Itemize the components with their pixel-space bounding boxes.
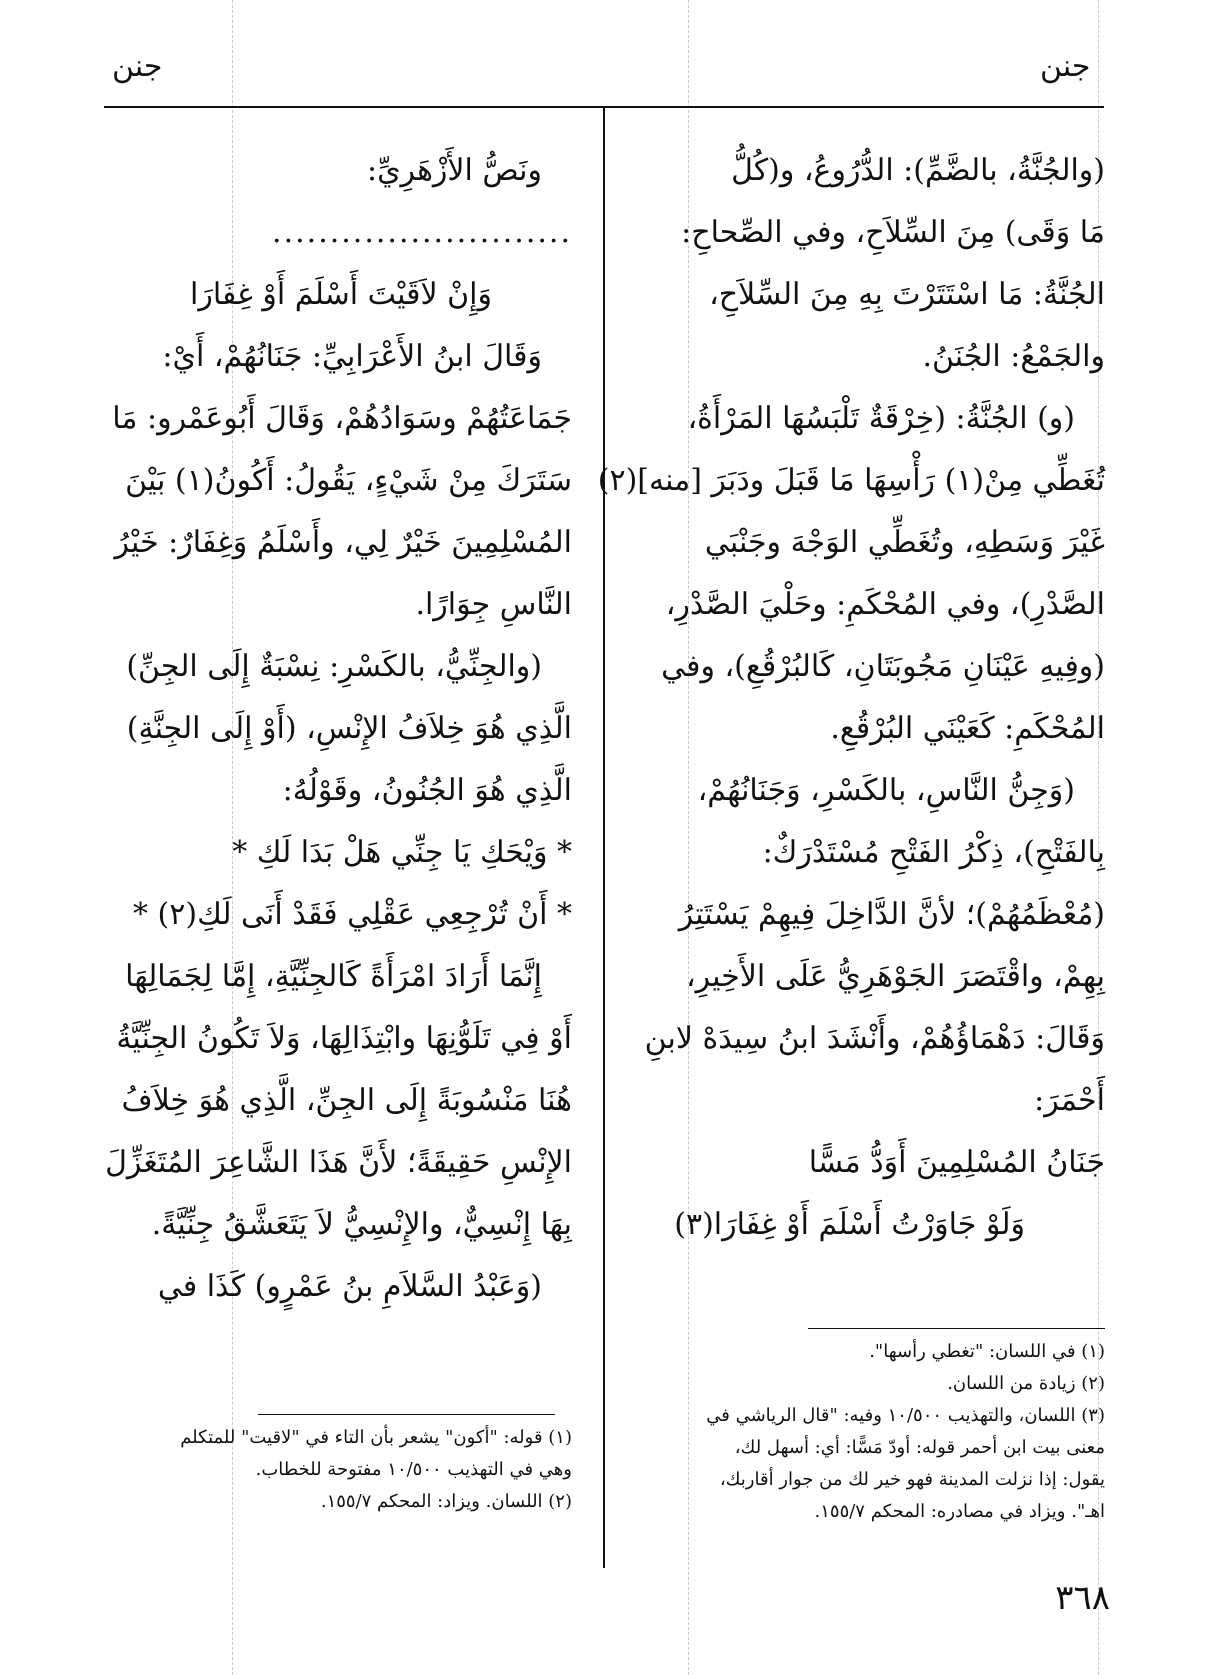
right-column	[597, 140, 1105, 1256]
text-line: المُسْلِمِينَ خَيْرٌ لِي، وأَسْلَمُ وَغِفَارٌ: خَيْرُ	[114, 525, 572, 560]
text-line: بِالفَتْحِ)، ذِكْرُ الفَتْحِ مُسْتَدْرَكٌ:	[762, 835, 1105, 870]
text-line: والجَمْعُ: الجُنَنُ.	[922, 339, 1105, 374]
footnote-line: اهـ". ويزاد في مصادره: المحكم ١٥٥/٧.	[814, 1501, 1105, 1522]
text-line: (وفِيهِ عَيْنَانِ مَجُوبَتَانِ، كَالبُرْقُعِ)، وفي	[661, 649, 1105, 684]
text-line: الَّذِي هُوَ الجُنُونُ، وقَوْلُهُ:	[282, 773, 572, 808]
text-line: غَيْرَ وَسَطِهِ، وتُغَطِّي الوَجْهَ وجَنْبَي	[704, 525, 1105, 560]
text-line: المُحْكَمِ: كَعَيْنَي البُرْقُعِ.	[830, 711, 1105, 746]
text-line: هُنَا مَنْسُوبَةً إِلَى الجِنِّ، الَّذِي هُوَ خِلاَفُ	[121, 1083, 572, 1118]
left-column	[105, 140, 572, 1318]
verse-line: وَإِنْ لاَقَيْتَ أَسْلَمَ أَوْ غِفَارَا	[190, 277, 492, 312]
verse-line: * أَنْ تُرْجِعِي عَقْلِي فَقَدْ أَنَى لَكِ(٢) *	[133, 897, 572, 932]
text-line: (مُعْظَمُهُمْ)؛ لأنَّ الدَّاخِلَ فِيهِمْ يَسْتَتِرُ	[678, 897, 1105, 932]
text-line: أَحْمَرَ:	[1034, 1083, 1105, 1118]
text-line: سَتَرَكَ مِنْ شَيْءٍ، يَقُولُ: أَكُونُ(١) بَيْنَ	[125, 463, 572, 498]
footnote-rule-right	[808, 1328, 1105, 1329]
footnote-line: يقول: إذا نزلت المدينة فهو خير لك من جوار أقاربك،	[719, 1469, 1105, 1490]
text-line: (وَعَبْدُ السَّلاَمِ بنُ عَمْرٍو) كَذَا في	[157, 1269, 542, 1304]
footnote-line: (١) قوله: "أكون" يشعر بأن التاء في "لاقيت" للمتكلم	[180, 1427, 572, 1448]
text-line: جَمَاعَتُهُمْ وسَوَادُهُمْ، وَقَالَ أَبُوعَمْرو: مَا	[112, 401, 572, 436]
page-number: ٣٦٨	[1055, 1578, 1110, 1618]
footnote-rule-left	[258, 1414, 555, 1415]
verse-line: وَلَوْ جَاوَرْتُ أَسْلَمَ أَوْ غِفَارَا(٣)	[674, 1207, 1025, 1242]
text-line: وَقَالَ ابنُ الأَعْرَابِيِّ: جَنَانُهُمْ، أَيْ:	[162, 339, 542, 374]
text-line: الصَّدْرِ)، وفي المُحْكَمِ: وحَلْيَ الصَّدْرِ،	[665, 587, 1105, 622]
running-header-right: جنن	[1040, 49, 1091, 84]
text-line: (و) الجُنَّةُ: (خِرْقَةٌ تَلْبَسُهَا المَرْأَةُ،	[687, 401, 1075, 436]
text-line: الجُنَّةُ: مَا اسْتَتَرْتَ بِهِ مِنَ السِّلاَحِ،	[709, 277, 1105, 312]
left-footnotes	[112, 1422, 572, 1518]
ellipsis-line: ..........................	[272, 215, 572, 250]
text-line: بِهِمْ، واقْتَصَرَ الجَوْهَرِيُّ عَلَى الأَخِيرِ،	[685, 959, 1105, 994]
footnote-line: (٢) زيادة من اللسان.	[947, 1373, 1105, 1394]
text-line: النَّاسِ جِوَارًا.	[415, 587, 572, 622]
footnote-line: معنى بيت ابن أحمر قوله: أودّ مَسًّا: أي: أسهل لك،	[734, 1437, 1105, 1458]
text-line: بِهَا إِنْسِيٌّ، والإِنْسِيُّ لاَ يَتَعَشَّقُ جِنِّيَّةً.	[151, 1207, 572, 1242]
column-divider	[603, 108, 605, 1568]
text-line: أَوْ فِي تَلَوُّنِهَا وابْتِذَالِهَا، وَلاَ تَكُونُ الجِنِّيَّةُ	[116, 1021, 572, 1056]
text-line: (والجِنِّيُّ، بالكَسْرِ: نِسْبَةٌ إِلَى الجِنِّ)	[126, 649, 542, 684]
text-line: (والجُنَّةُ، بالضَّمِّ): الدُّرُوعُ، و(كُلُّ	[731, 153, 1105, 188]
verse-line: جَنَانُ المُسْلِمِينَ أَوَدُّ مَسًّا	[808, 1145, 1105, 1180]
right-footnotes	[640, 1336, 1105, 1528]
text-line: الَّذِي هُوَ خِلاَفُ الإِنْسِ، (أَوْ إِلَى الجِنَّةِ)	[126, 711, 572, 746]
verse-line: * وَيْحَكِ يَا جِنِّي هَلْ بَدَا لَكِ *	[232, 835, 572, 870]
text-line: مَا وَقَى) مِنَ السِّلاَحِ، وفي الصِّحاحِ:	[681, 215, 1105, 250]
running-header-left: جنن	[112, 49, 163, 84]
text-line: إِنَّمَا أَرَادَ امْرَأَةً كَالجِنِّيَّةِ، إِمَّا لِجَمَالِهَا	[125, 959, 542, 994]
text-line: الإِنْسِ حَقِيقَةً؛ لأَنَّ هَذَا الشَّاعِرَ المُتَغَزِّلَ	[105, 1145, 572, 1180]
footnote-line: وهي في التهذيب ١٠/٥٠٠ مفتوحة للخطاب.	[255, 1459, 572, 1480]
text-line: وَقَالَ: دَهْمَاؤُهُمْ، وأَنْشَدَ ابنُ سِيدَهْ لابنِ	[644, 1021, 1105, 1056]
footnote-line: (١) في اللسان: "تغطي رأسها".	[869, 1341, 1105, 1362]
text-line: (وَجِنُّ النَّاسِ، بالكَسْرِ، وَجَنَانُهُمْ،	[697, 773, 1075, 808]
text-line: تُغَطِّي مِنْ(١) رَأْسِهَا مَا قَبَلَ ودَبَرَ [منه](٢)	[597, 463, 1105, 498]
footnote-line: (٣) اللسان، والتهذيب ١٠/٥٠٠ وفيه: "قال الرياشي في	[706, 1405, 1105, 1426]
text-line: ونَصُّ الأَزْهَرِيِّ:	[366, 153, 542, 188]
footnote-line: (٢) اللسان. ويزاد: المحكم ١٥٥/٧.	[320, 1491, 572, 1512]
